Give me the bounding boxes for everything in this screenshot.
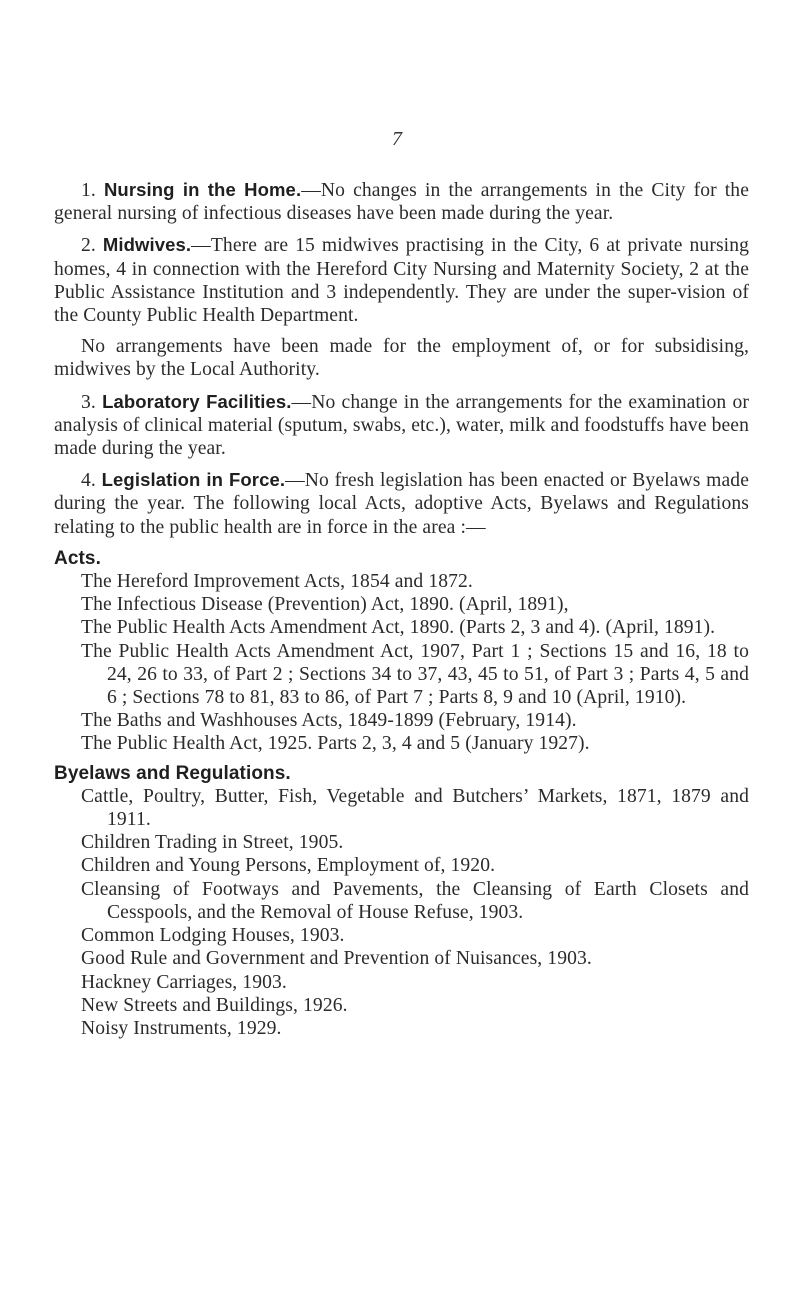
paragraph-heading: Nursing in the Home. (103, 179, 302, 200)
paragraph-text: —There are 15 midwives practising in the City, 6 at private nursing homes, 4 in connection with the Hereford City Nursing and Maternity Society, 2 at the Public Assistance Institution and 3 independently. They are under the super-vision of the County Public Health Department. (54, 235, 750, 327)
byelaws-item: Good Rule and Government and Prevention of Nuisances, 1903. (81, 948, 592, 970)
acts-item: The Public Health Acts Amendment Act, 1890. (Parts 2, 3 and 4). (April, 1891). (81, 617, 716, 639)
byelaws-heading: Byelaws and Regulations. (54, 762, 291, 784)
page-body (54, 178, 749, 1046)
paragraph-heading: Midwives. (102, 234, 192, 256)
paragraph-number: 1. (81, 180, 96, 201)
acts-item: The Baths and Washhouses Acts, 1849-1899 (February, 1914). (81, 710, 577, 732)
byelaws-list (54, 785, 749, 1040)
byelaws-item: Children and Young Persons, Employment of, 1920. (81, 855, 496, 877)
acts-heading: Acts. (54, 547, 101, 569)
paragraph-text: —No changes in the arrangements in the City for the general nursing of infectious diseases have been made during the year. (54, 180, 750, 225)
paragraph (54, 468, 749, 539)
acts-list (54, 570, 749, 756)
acts-item: The Infectious Disease (Prevention) Act, 1890. (April, 1891), (81, 594, 569, 616)
paragraph (54, 178, 749, 225)
paragraph-heading: Laboratory Facilities. (102, 390, 292, 412)
paragraph (54, 233, 749, 327)
byelaws-item: Noisy Instruments, 1929. (81, 1017, 282, 1039)
byelaws-item: Hackney Carriages, 1903. (81, 971, 287, 993)
paragraph-list (54, 178, 749, 539)
paragraph (54, 390, 749, 461)
byelaws-item: New Streets and Buildings, 1926. (81, 994, 348, 1016)
byelaws-item: Cleansing of Footways and Pavements, the Cleansing of Earth Closets and Cesspools, and the Removal of House Refuse, 1903. (81, 878, 749, 923)
page-number: 7 (392, 128, 402, 150)
acts-item: The Hereford Improvement Acts, 1854 and 1872. (81, 571, 473, 593)
paragraph-heading: Legislation in Force. (101, 469, 286, 491)
paragraph-text: —No change in the arrangements for the examination or analysis of clinical material (sputum, swabs, etc.), water, milk and foodstuffs have been made during the year. (54, 391, 749, 460)
acts-item: The Public Health Acts Amendment Act, 1907, Part 1 ; Sections 15 and 16, 18 to 24, 26 to 33, of Part 2 ; Sections 34 to 37, 43, 45 to 51, of Part 3 ; Parts 4, 5 and 6 ; Sections 78 to 81, 83 to 86, of Part 7 ; Parts 8, 9 and 10 (April, 1910). (81, 640, 749, 709)
paragraph-text: —No fresh legislation has been enacted or Byelaws made during the year. The following local Acts, adoptive Acts, Byelaws and Regulations relating to the public health are in force in the area :— (54, 470, 749, 538)
byelaws-item: Common Lodging Houses, 1903. (81, 925, 345, 947)
paragraph-number: 4. (81, 470, 96, 492)
paragraph-text: No arrangements have been made for the employment of, or for subsidising, midwives by the Local Authority. (54, 336, 749, 381)
acts-item: The Public Health Act, 1925. Parts 2, 3, 4 and 5 (January 1927). (81, 733, 590, 755)
paragraph-number: 3. (81, 391, 96, 413)
byelaws-item: Children Trading in Street, 1905. (81, 832, 344, 854)
byelaws-item: Cattle, Poultry, Butter, Fish, Vegetable and Butchers’ Markets, 1871, 1879 and 1911. (81, 785, 749, 831)
paragraph-number: 2. (81, 235, 96, 257)
paragraph (54, 335, 749, 381)
